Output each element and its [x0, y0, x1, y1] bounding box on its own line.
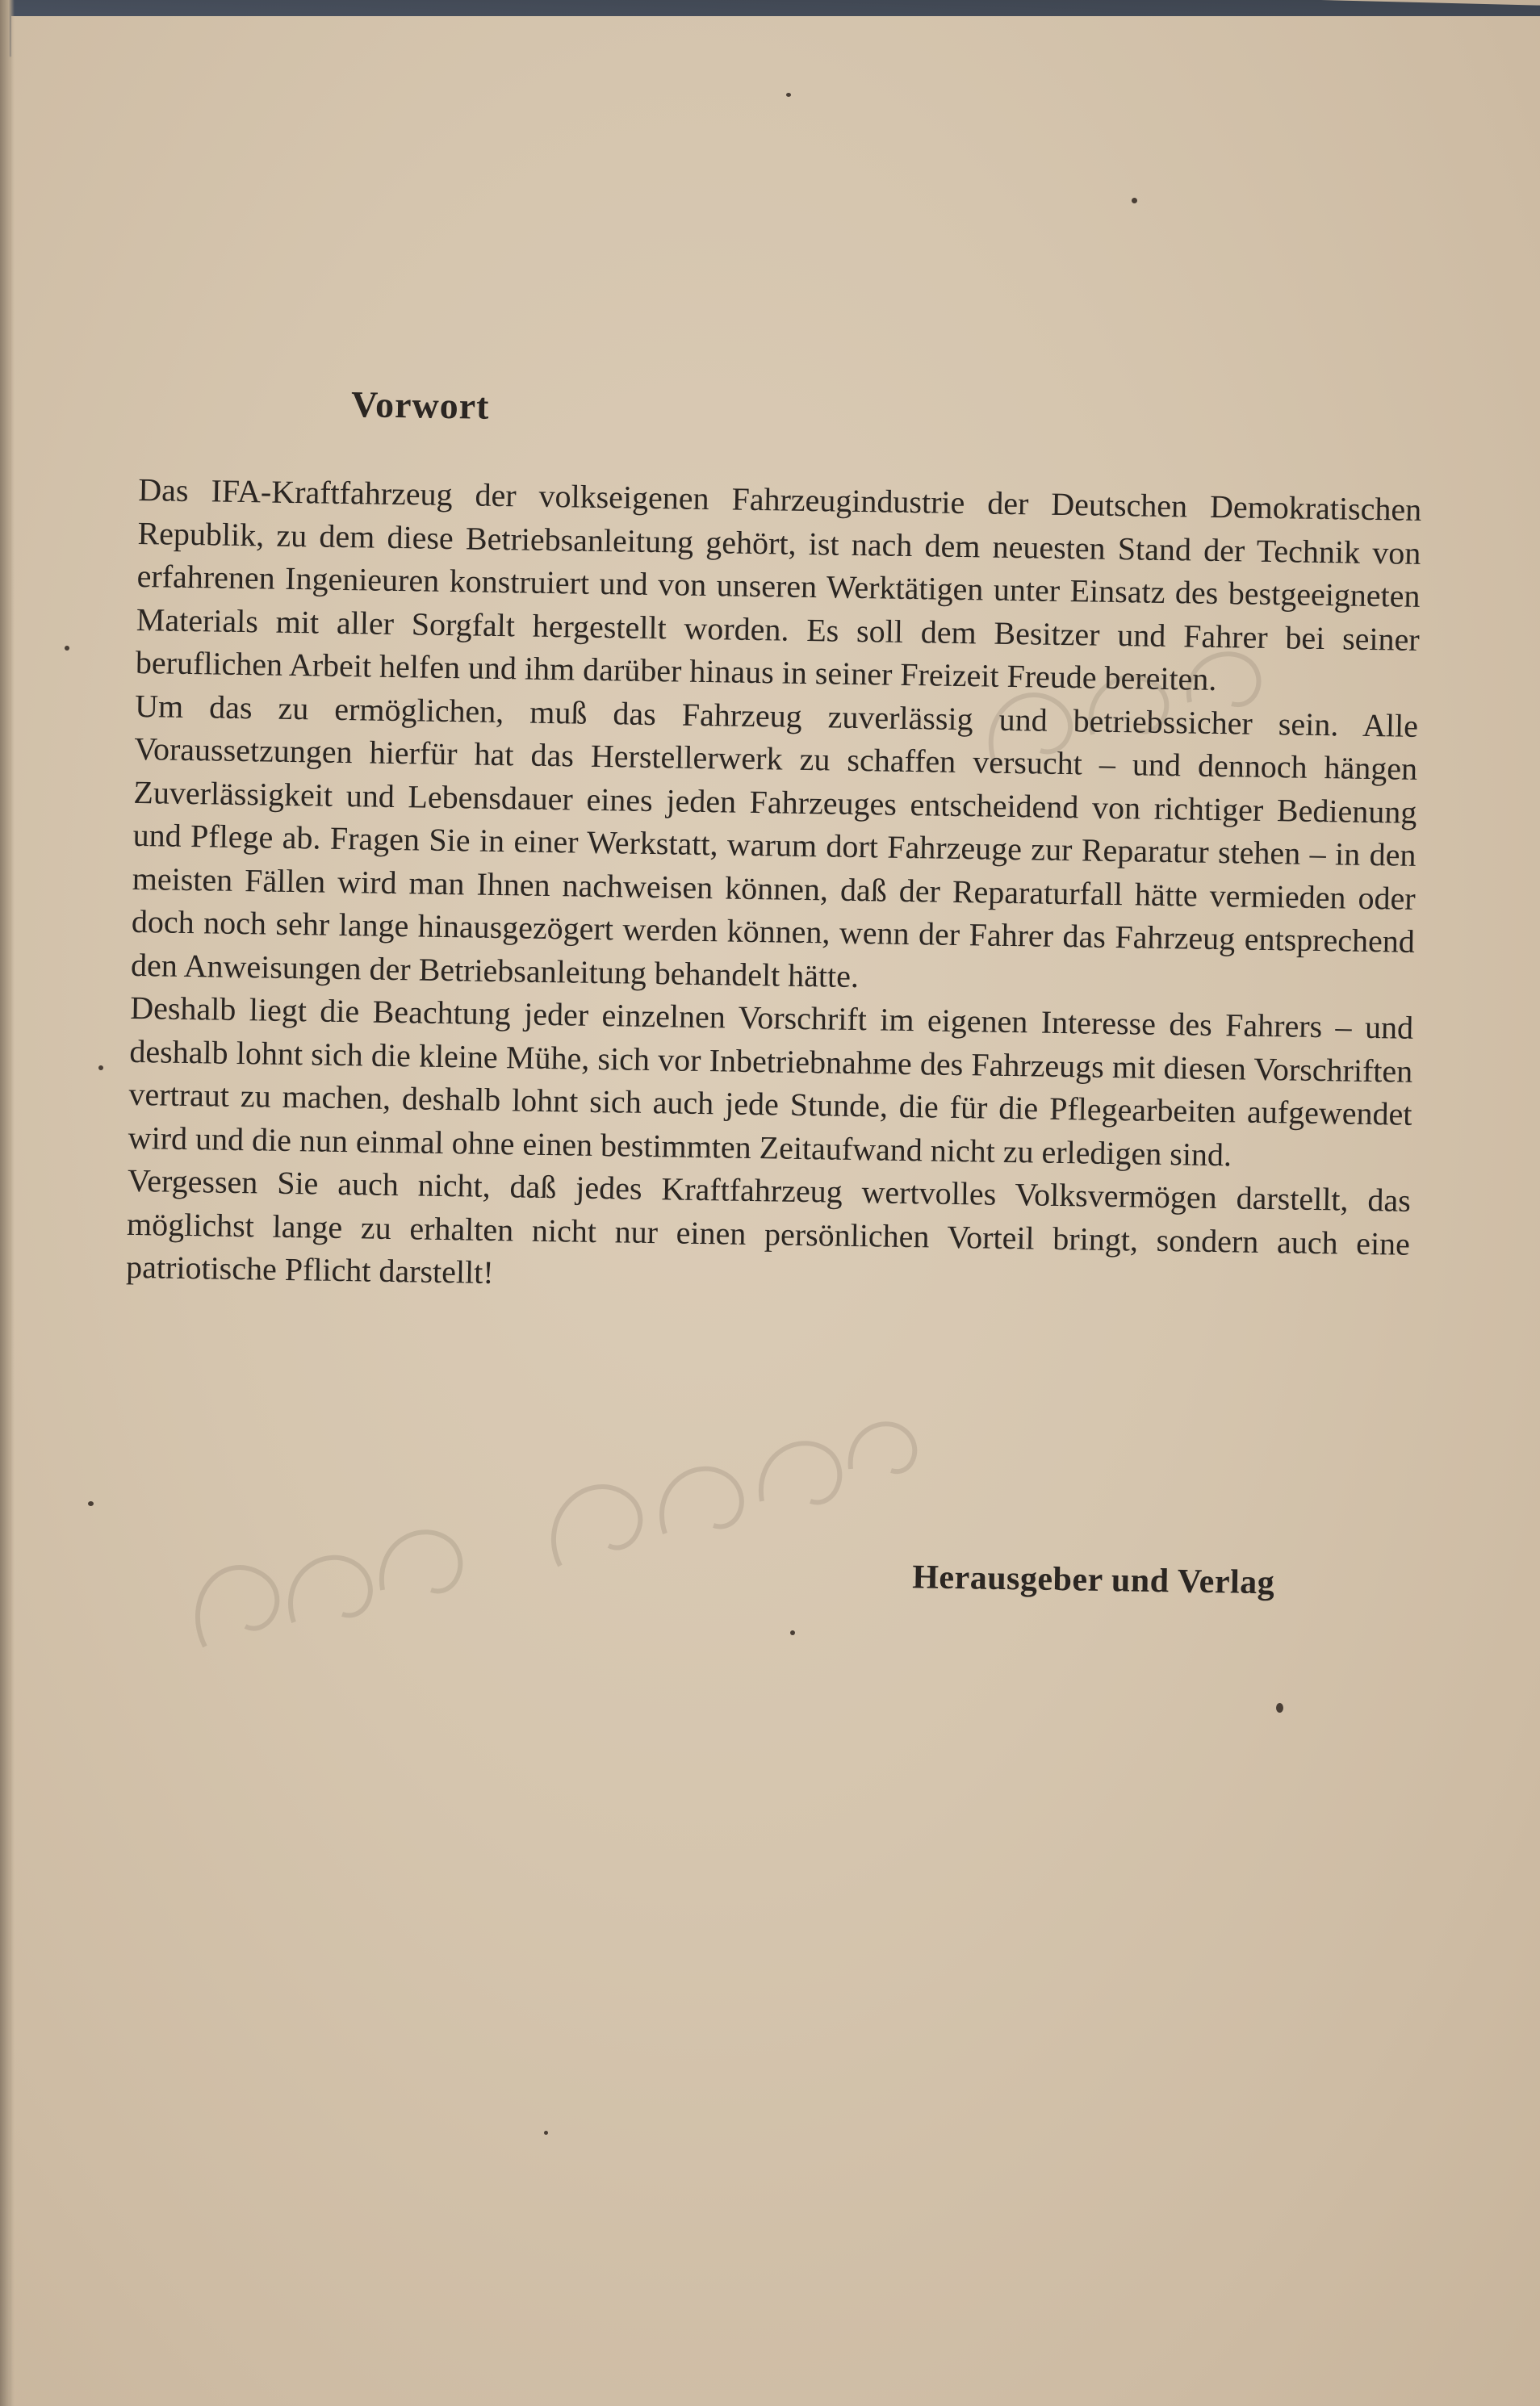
page-title: Vorwort	[350, 383, 490, 427]
paragraph: Das IFA-Kraftfahrzeug der volkseigenen Fahrzeugindustrie der Deutschen Demokratischen Republik, zu dem diese Betriebsanleitung gehört, ist nach dem neuesten Stand der Technik von erfahrenen Ingenieuren konstruiert und von unseren Werktätigen unter Einsatz des bestgeeigneten Materials mit aller Sorgfalt hergestellt worden. Es soll dem Besitzer und Fahrer bei seiner beruflichen Arbeit helfen und ihm darüber hinaus in seiner Freizeit Freude bereiten.	[135, 471, 1422, 697]
dust-speck	[786, 93, 791, 97]
dust-speck	[544, 2131, 548, 2135]
paragraph: Vergessen Sie auch nicht, daß jedes Kraftfahrzeug wertvolles Volksvermögen darstellt, das möglichst lange zu erhalten nicht nur einen persönlichen Vorteil bringt, sondern auch eine patriotische Pflicht darstellt!	[125, 1161, 1412, 1291]
dust-speck	[790, 1630, 795, 1635]
page-left-edge	[0, 0, 15, 2406]
dust-speck	[1276, 1703, 1283, 1713]
dust-speck	[98, 1065, 103, 1070]
watermark-icon	[173, 1453, 512, 1711]
foreword-content	[125, 355, 1432, 1602]
publisher-signature: Herausgeber und Verlag	[911, 1559, 1275, 1602]
paragraph: Deshalb liegt die Beachtung jeder einzelnen Vorschrift im eigenen Interesse des Fahrers – und deshalb lohnt sich die kleine Mühe, sich vor Inbetriebnahme des Fahrzeugs mit diesen Vorschriften vertraut zu machen, deshalb lohnt sich auch jede Stunde, die für die Pflegearbeiten aufgewendet wird und die nun einmal ohne einen bestimmten Zeitaufwand nicht zu erledigen sind.	[128, 989, 1414, 1173]
foreword-body	[126, 468, 1422, 1308]
dust-speck	[1132, 198, 1137, 203]
dust-speck	[88, 1501, 94, 1506]
dust-speck	[65, 646, 69, 651]
watermark-icon	[528, 1356, 948, 1630]
paragraph: Um das zu ermöglichen, muß das Fahrzeug zuverlässig und betriebssicher sein. Alle Voraussetzungen hierfür hat das Herstellerwerk zu schaffen versucht – und dennoch hängen Zuverlässigkeit und Lebensdauer eines jeden Fahrzeuges entscheidend von richtiger Bedienung und Pflege ab. Fragen Sie in einer Werkstatt, warum dort Fahrzeuge zur Reparatur stehen – in den meisten Fällen wird man Ihnen nachweisen können, daß der Reparaturfall hätte vermieden oder doch noch sehr lange hinausgezögert werden können, wenn der Fahrer das Fahrzeug entsprechend den Anweisungen der Betriebsanleitung behandelt hätte.	[130, 687, 1419, 994]
book-page	[11, 16, 1540, 2406]
